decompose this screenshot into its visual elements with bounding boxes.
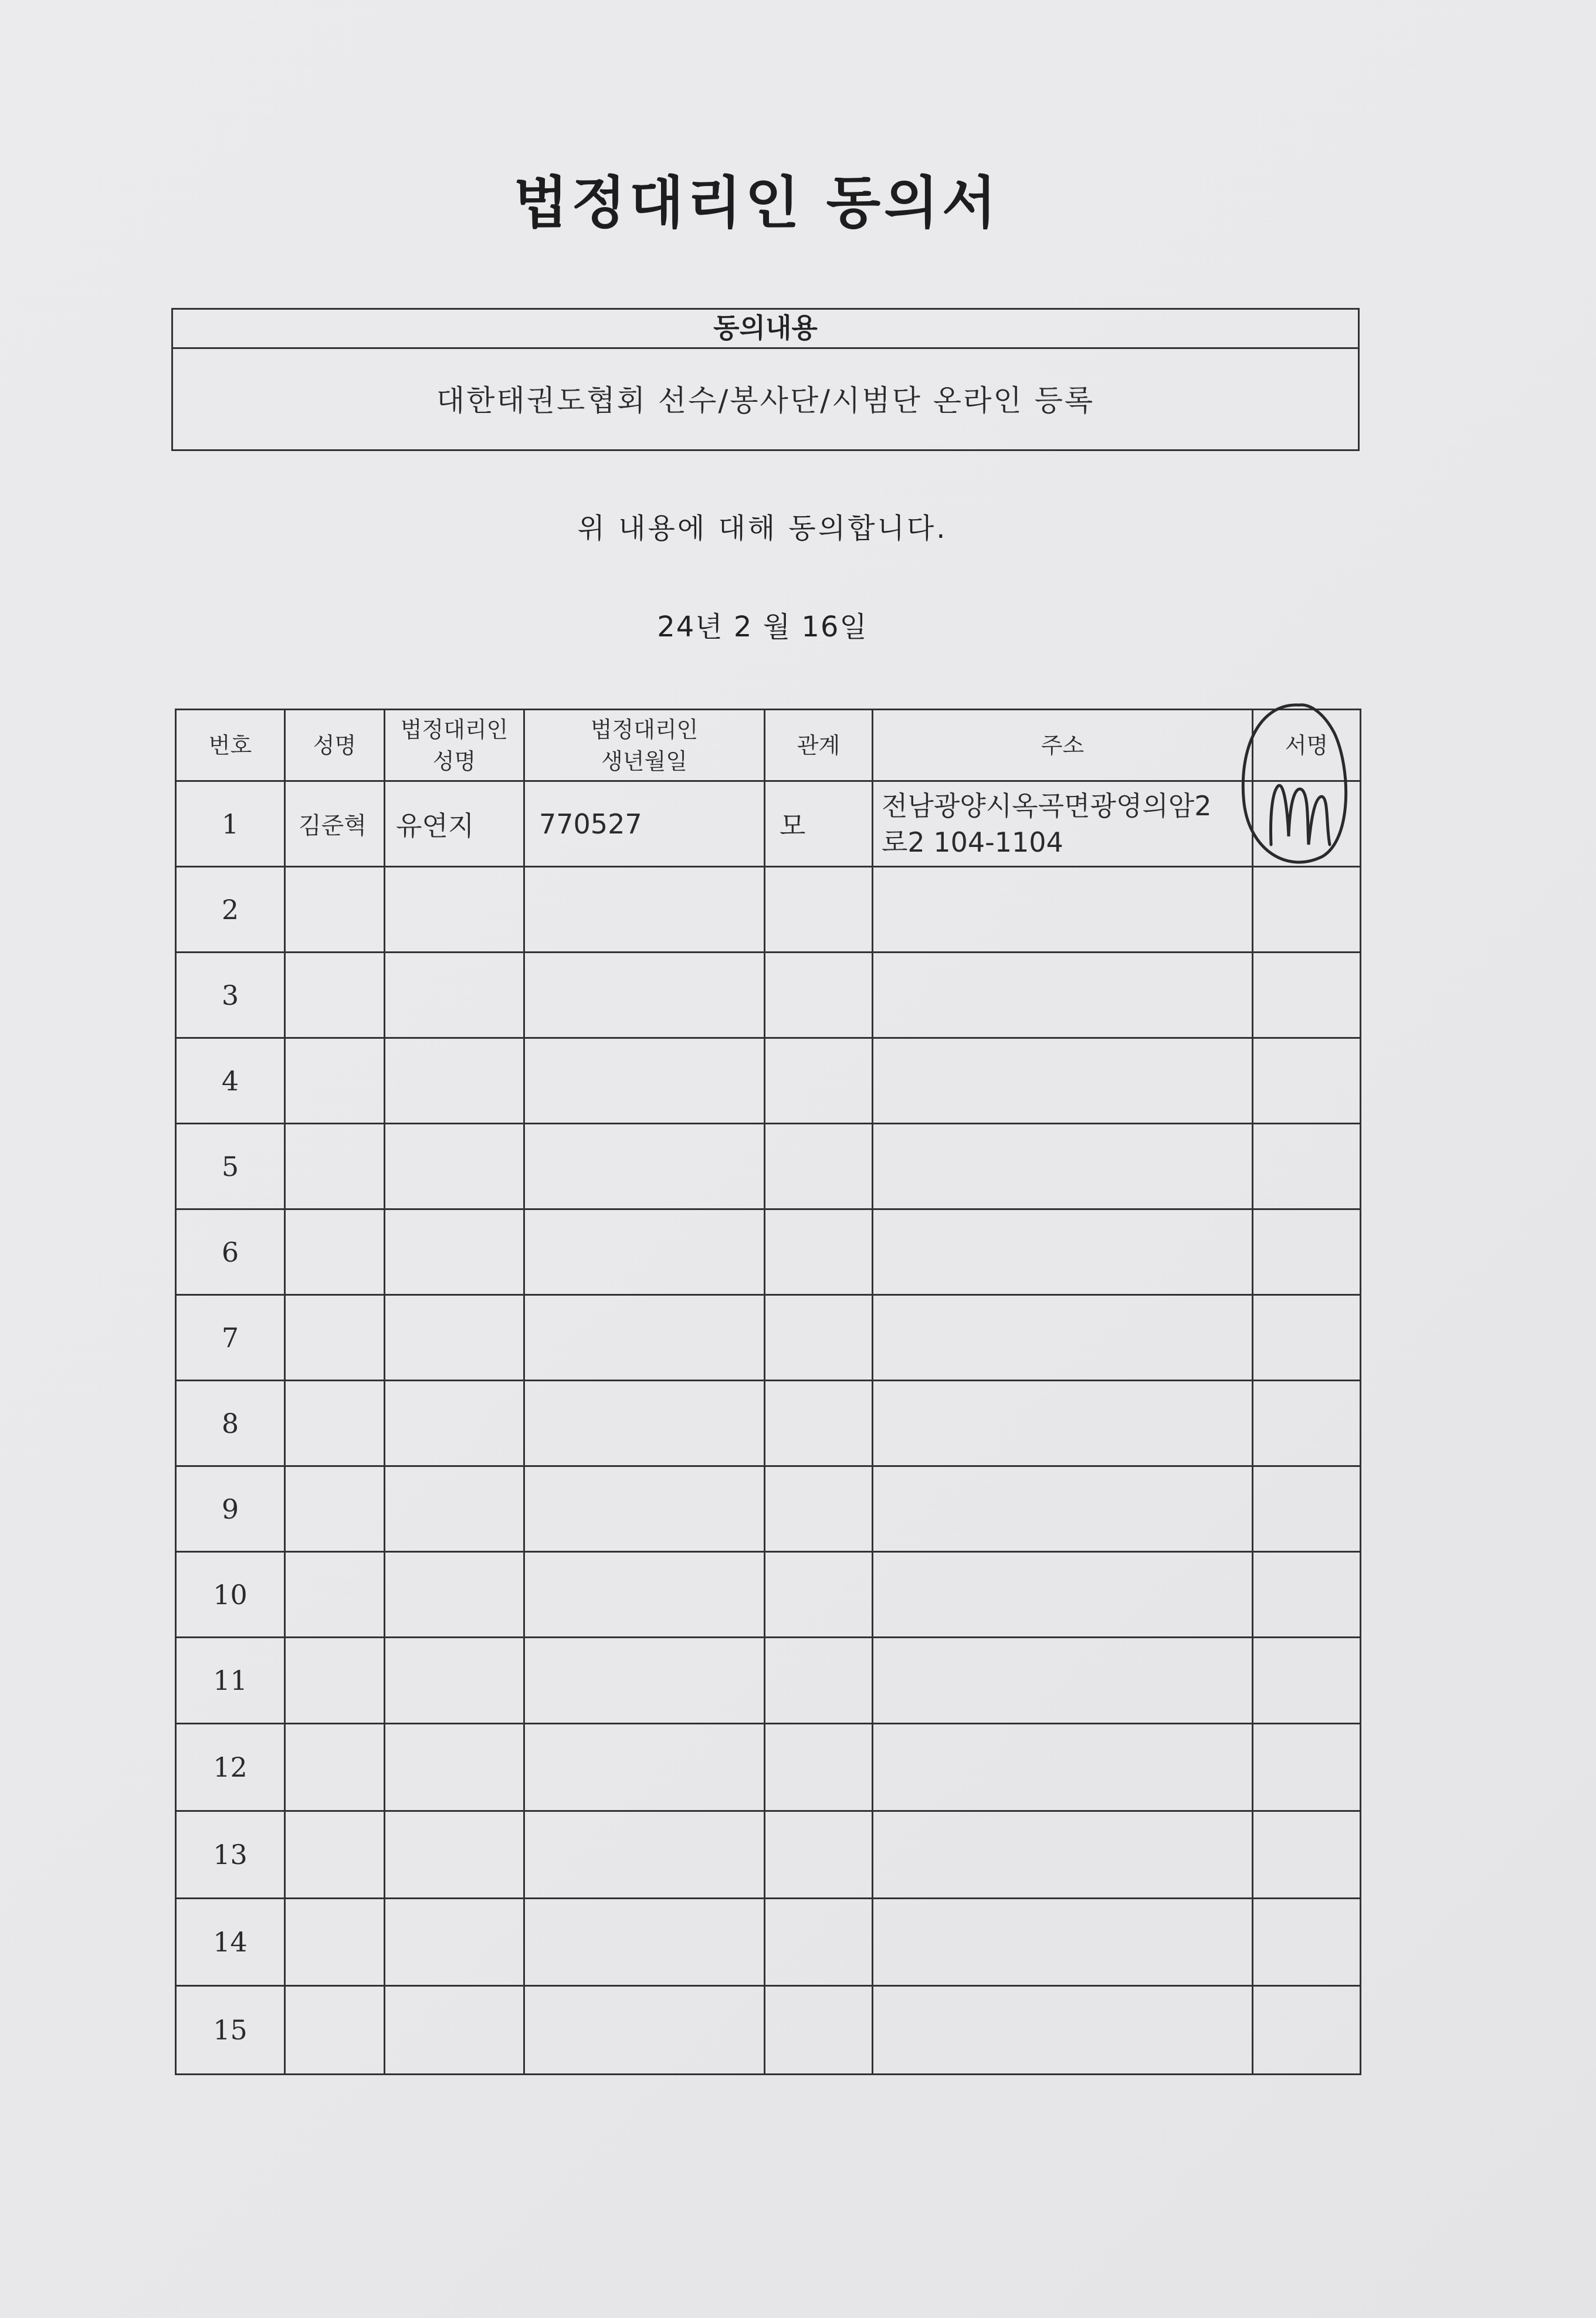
header-number: 번호 xyxy=(176,710,285,781)
row-number: 1 xyxy=(176,781,285,867)
student-name xyxy=(285,1124,385,1209)
address xyxy=(873,1638,1253,1723)
table-row xyxy=(176,1811,1361,1898)
header-address: 주소 xyxy=(873,710,1253,781)
student-name xyxy=(285,1295,385,1381)
signature-cell xyxy=(1253,1638,1361,1723)
signature-cell xyxy=(1253,1038,1361,1124)
guardian-birthdate xyxy=(524,1985,765,2074)
student-name xyxy=(285,1552,385,1638)
signature-cell xyxy=(1253,1552,1361,1638)
student-name xyxy=(285,1466,385,1552)
guardian-name xyxy=(385,1381,524,1466)
student-name xyxy=(285,867,385,953)
guardian-name: 유연지 xyxy=(385,781,524,867)
table-row xyxy=(176,1124,1361,1209)
header-name: 성명 xyxy=(285,710,385,781)
address xyxy=(873,1985,1253,2074)
student-name xyxy=(285,1381,385,1466)
guardian-name xyxy=(385,1638,524,1723)
table-row xyxy=(176,953,1361,1038)
relation xyxy=(765,1295,873,1381)
address xyxy=(873,1124,1253,1209)
handwritten-signature xyxy=(1235,698,1352,886)
student-name: 김준혁 xyxy=(285,781,385,867)
row-number: 13 xyxy=(176,1811,285,1898)
consent-body: 대한태권도협회 선수/봉사단/시범단 온라인 등록 xyxy=(436,384,1095,418)
address xyxy=(873,1898,1253,1985)
guardian-birthdate xyxy=(524,1295,765,1381)
relation xyxy=(765,867,873,953)
signature-cell xyxy=(1253,1295,1361,1381)
guardian-birthdate xyxy=(524,1811,765,1898)
guardian-birthdate xyxy=(524,1638,765,1723)
guardian-birthdate xyxy=(524,1723,765,1811)
row-number: 5 xyxy=(176,1124,285,1209)
row-number: 14 xyxy=(176,1898,285,1985)
row-number: 11 xyxy=(176,1638,285,1723)
guardian-birthdate xyxy=(524,1124,765,1209)
address xyxy=(873,1811,1253,1898)
signature-cell xyxy=(1253,1381,1361,1466)
table-row xyxy=(176,1466,1361,1552)
address xyxy=(873,1723,1253,1811)
student-name xyxy=(285,1985,385,2074)
signature-cell xyxy=(1253,953,1361,1038)
address xyxy=(873,867,1253,953)
header-signature: 서명 xyxy=(1253,710,1361,781)
address xyxy=(873,1038,1253,1124)
table-header-row xyxy=(176,710,1361,781)
guardian-birthdate xyxy=(524,1209,765,1295)
table-row xyxy=(176,1038,1361,1124)
table-row xyxy=(176,867,1361,953)
relation xyxy=(765,1723,873,1811)
guardian-name xyxy=(385,1466,524,1552)
signature-cell xyxy=(1253,1811,1361,1898)
relation xyxy=(765,1638,873,1723)
header-guardian-name-line1: 법정대리인 xyxy=(400,716,509,743)
row-number: 3 xyxy=(176,953,285,1038)
row-number: 9 xyxy=(176,1466,285,1552)
relation: 모 xyxy=(765,781,873,867)
document-title: 법정대리인 동의서 xyxy=(513,170,1000,236)
table-row xyxy=(176,1209,1361,1295)
signature-cell xyxy=(1253,1124,1361,1209)
row-number: 7 xyxy=(176,1295,285,1381)
row-number: 10 xyxy=(176,1552,285,1638)
table-row xyxy=(176,1295,1361,1381)
guardian-name xyxy=(385,1209,524,1295)
address xyxy=(873,953,1253,1038)
address xyxy=(873,1209,1253,1295)
guardian-name xyxy=(385,1985,524,2074)
relation xyxy=(765,1811,873,1898)
guardian-name xyxy=(385,953,524,1038)
header-guardian-name-line2: 성명 xyxy=(432,748,476,774)
student-name xyxy=(285,953,385,1038)
relation xyxy=(765,1898,873,1985)
row-number: 6 xyxy=(176,1209,285,1295)
relation xyxy=(765,1466,873,1552)
relation xyxy=(765,953,873,1038)
signature-cell xyxy=(1253,1209,1361,1295)
guardian-birthdate: 770527 xyxy=(524,781,765,867)
table-row xyxy=(176,1381,1361,1466)
table-row xyxy=(176,1638,1361,1723)
relation xyxy=(765,1209,873,1295)
address xyxy=(873,1295,1253,1381)
address xyxy=(873,1552,1253,1638)
row-number: 2 xyxy=(176,867,285,953)
signature-cell xyxy=(1253,1723,1361,1811)
guardian-birthdate xyxy=(524,1552,765,1638)
relation xyxy=(765,1552,873,1638)
consent-header: 동의내용 xyxy=(173,310,1358,349)
row-number: 4 xyxy=(176,1038,285,1124)
guardian-birthdate xyxy=(524,1381,765,1466)
date-line: 24년 2 월 16일 xyxy=(657,611,868,643)
table-row xyxy=(176,781,1361,867)
header-relation: 관계 xyxy=(765,710,873,781)
address xyxy=(873,1466,1253,1552)
student-name xyxy=(285,1038,385,1124)
relation xyxy=(765,1985,873,2074)
agreement-statement: 위 내용에 대해 동의합니다. xyxy=(577,512,948,545)
guardian-table xyxy=(175,709,1361,2075)
header-guardian-name xyxy=(385,710,524,781)
table-row xyxy=(176,1985,1361,2074)
row-number: 12 xyxy=(176,1723,285,1811)
guardian-name xyxy=(385,1723,524,1811)
address xyxy=(873,781,1253,867)
header-guardian-birth-line2: 생년월일 xyxy=(601,748,687,774)
relation xyxy=(765,1038,873,1124)
signature-cell xyxy=(1253,1466,1361,1552)
address xyxy=(873,1381,1253,1466)
guardian-name xyxy=(385,1038,524,1124)
guardian-name xyxy=(385,1124,524,1209)
consent-box xyxy=(171,308,1360,451)
student-name xyxy=(285,1811,385,1898)
student-name xyxy=(285,1723,385,1811)
guardian-birthdate xyxy=(524,1038,765,1124)
row-number: 15 xyxy=(176,1985,285,2074)
table-row xyxy=(176,1723,1361,1811)
table-row xyxy=(176,1552,1361,1638)
signature-cell xyxy=(1253,1898,1361,1985)
guardian-name xyxy=(385,1552,524,1638)
relation xyxy=(765,1124,873,1209)
address-line1: 전남광양시옥곡면광영의암2 xyxy=(882,789,1212,822)
table-row xyxy=(176,1898,1361,1985)
guardian-name xyxy=(385,867,524,953)
student-name xyxy=(285,1638,385,1723)
relation xyxy=(765,1381,873,1466)
row-number: 8 xyxy=(176,1381,285,1466)
guardian-birthdate xyxy=(524,1898,765,1985)
address-line2: 로2 104-1104 xyxy=(882,826,1063,858)
header-guardian-birth-line1: 법정대리인 xyxy=(590,716,699,743)
header-guardian-birth xyxy=(524,710,765,781)
guardian-name xyxy=(385,1295,524,1381)
guardian-birthdate xyxy=(524,1466,765,1552)
guardian-birthdate xyxy=(524,867,765,953)
guardian-name xyxy=(385,1811,524,1898)
signature-cell xyxy=(1253,1985,1361,2074)
student-name xyxy=(285,1209,385,1295)
student-name xyxy=(285,1898,385,1985)
guardian-birthdate xyxy=(524,953,765,1038)
guardian-name xyxy=(385,1898,524,1985)
